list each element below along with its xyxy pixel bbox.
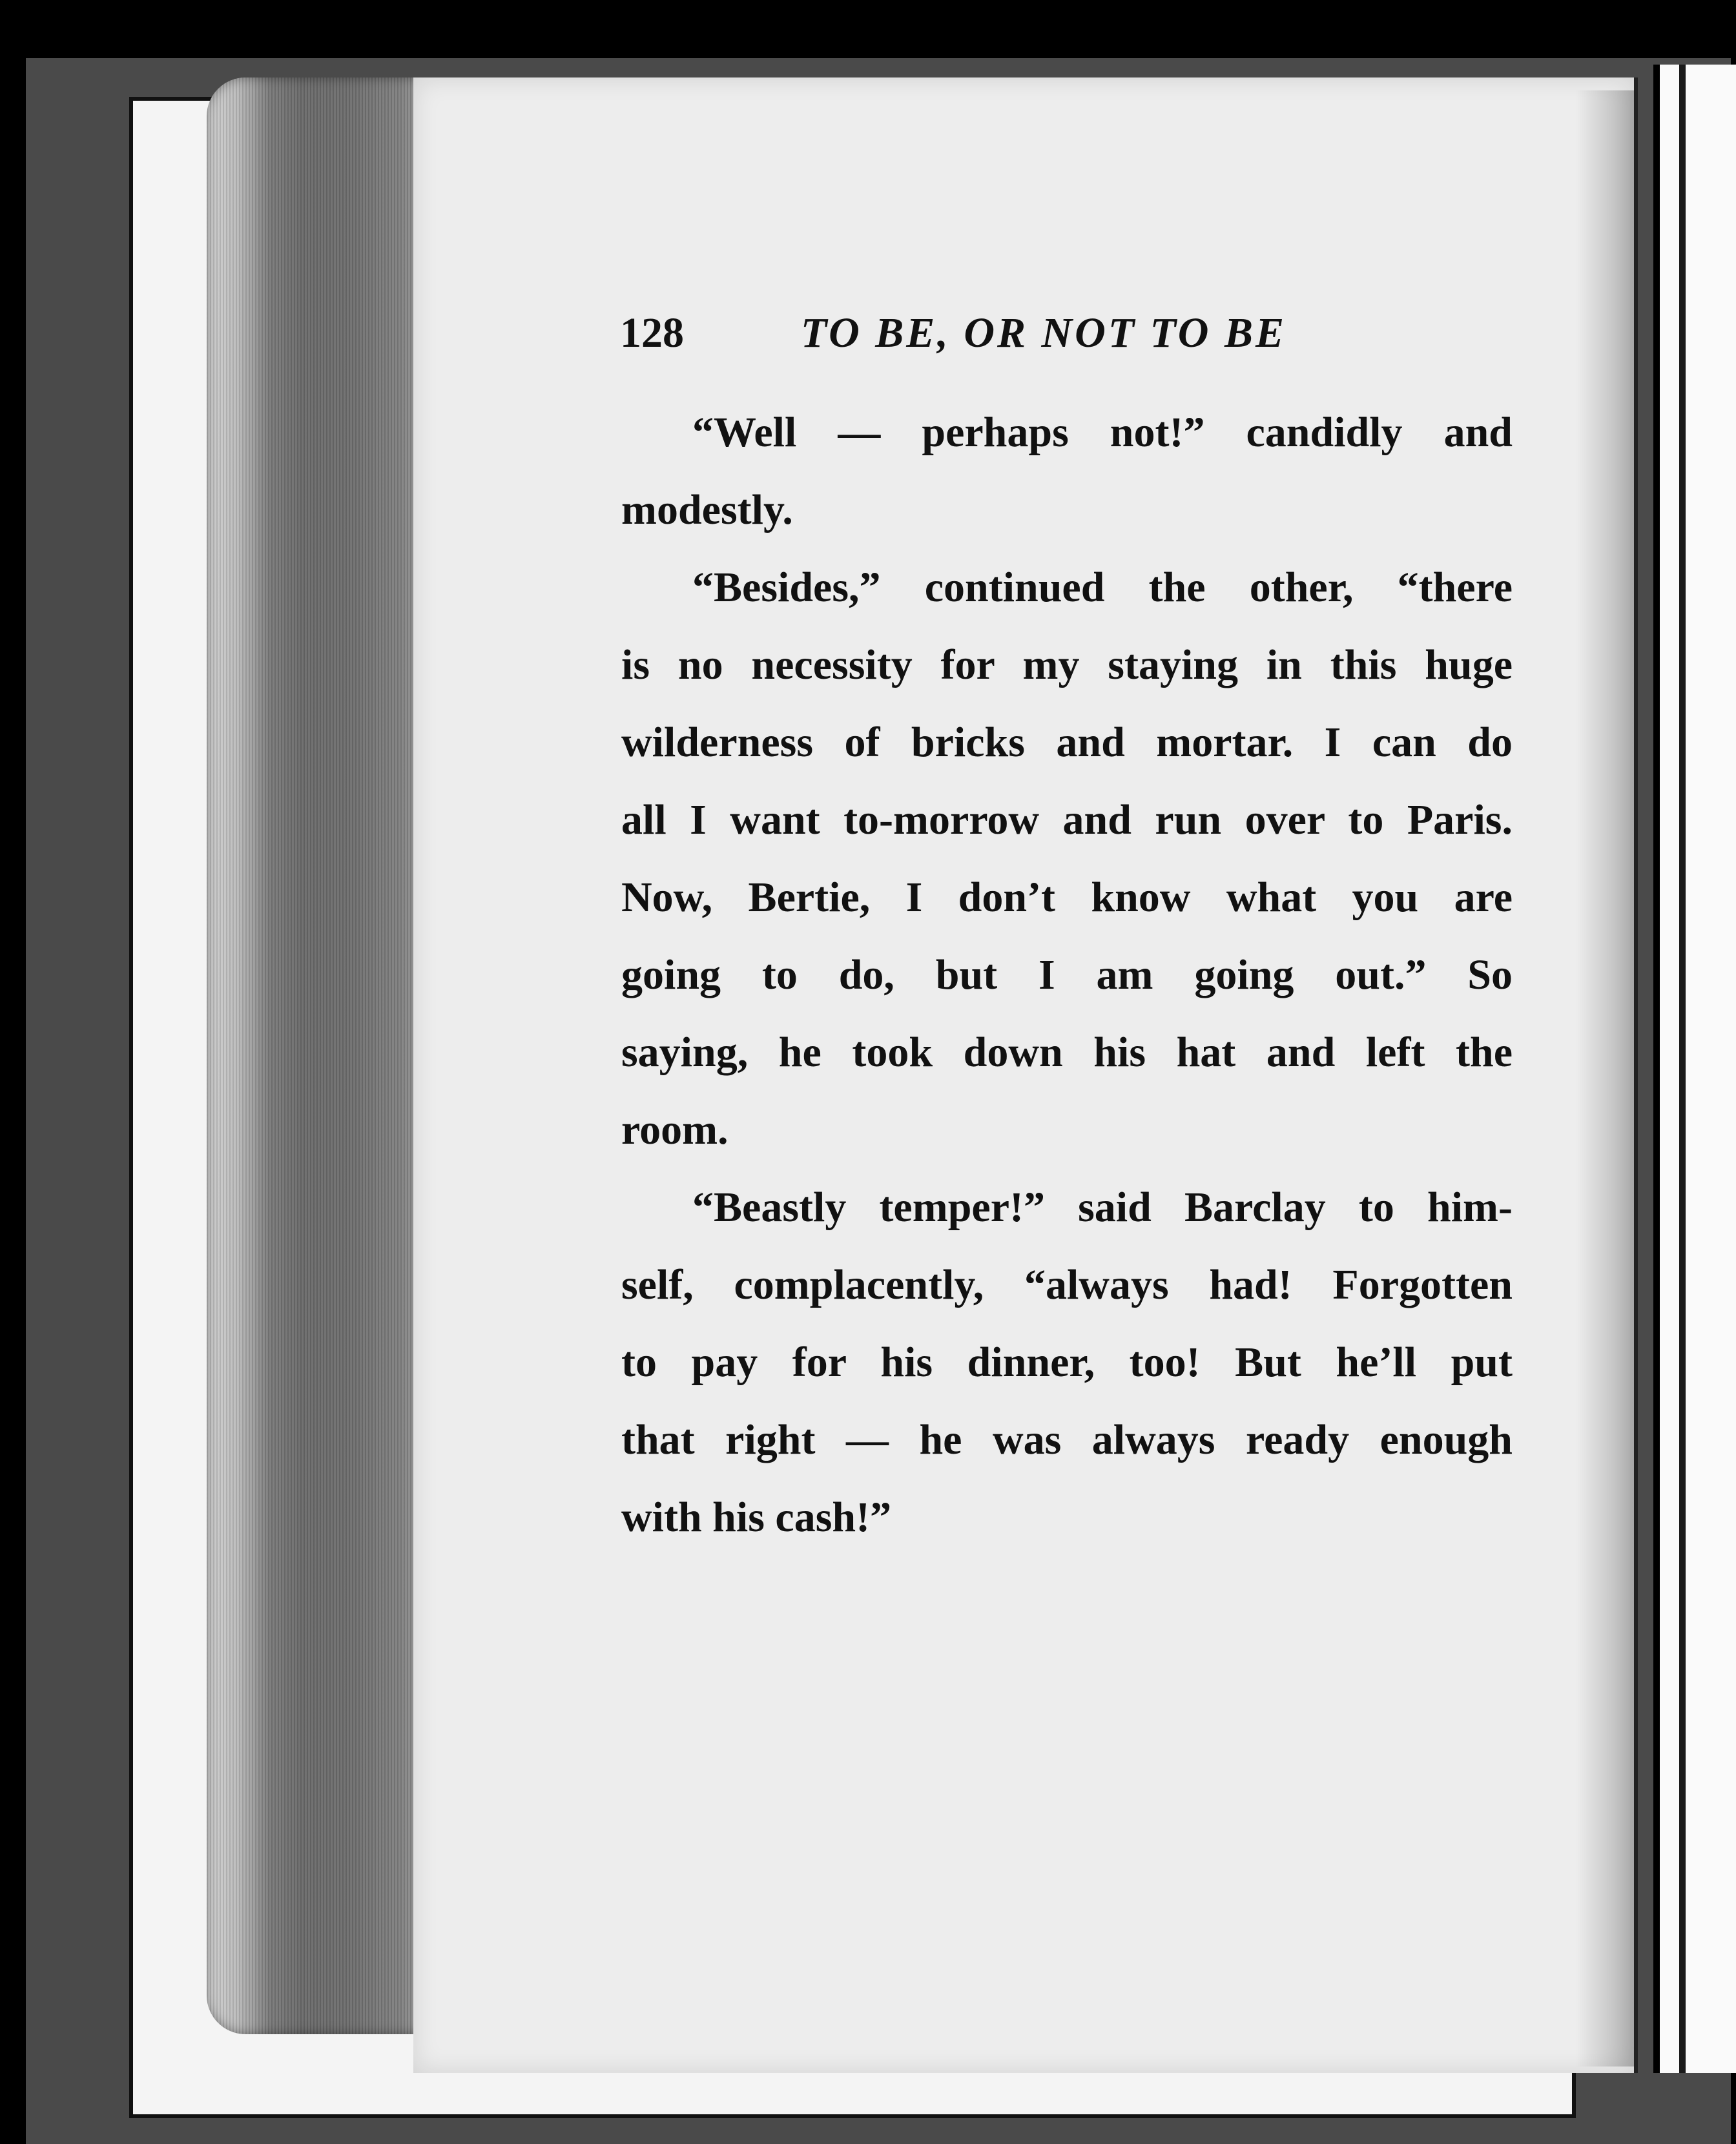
gutter-shadow bbox=[1576, 90, 1634, 2067]
text-line: to pay for his dinner, too! But he’ll put bbox=[621, 1339, 1513, 1386]
text-line: “Well — perhaps not!” candidly and bbox=[692, 409, 1513, 456]
text-line: going to do, but I am going out.” So bbox=[621, 951, 1513, 998]
facing-page-edge bbox=[1653, 65, 1736, 2073]
page-edges bbox=[207, 77, 446, 2034]
text-line: is no necessity for my staying in this huge bbox=[621, 641, 1513, 688]
facing-page-shadow bbox=[1679, 65, 1686, 2073]
text-line: “Beastly temper!” said Barclay to him- bbox=[692, 1184, 1513, 1231]
text-line: all I want to-morrow and run over to Paris. bbox=[621, 796, 1513, 843]
text-line: that right — he was always ready enough bbox=[621, 1416, 1513, 1463]
page-header bbox=[620, 309, 1330, 367]
text-line: room. bbox=[621, 1106, 728, 1153]
text-line: with his cash!” bbox=[621, 1494, 892, 1541]
text-line: modestly. bbox=[621, 486, 793, 533]
text-line: saying, he took down his hat and left the bbox=[621, 1029, 1513, 1076]
text-line: “Besides,” continued the other, “there bbox=[692, 564, 1513, 611]
text-line: Now, Bertie, I don’t know what you are bbox=[621, 874, 1513, 921]
running-head: TO BE, OR NOT TO BE bbox=[801, 309, 1286, 356]
text-line: self, complacently, “always had! Forgotten bbox=[621, 1261, 1513, 1308]
text-line: wilderness of bricks and mortar. I can do bbox=[621, 719, 1513, 766]
body-text bbox=[621, 394, 1513, 1556]
page-number: 128 bbox=[620, 309, 684, 356]
